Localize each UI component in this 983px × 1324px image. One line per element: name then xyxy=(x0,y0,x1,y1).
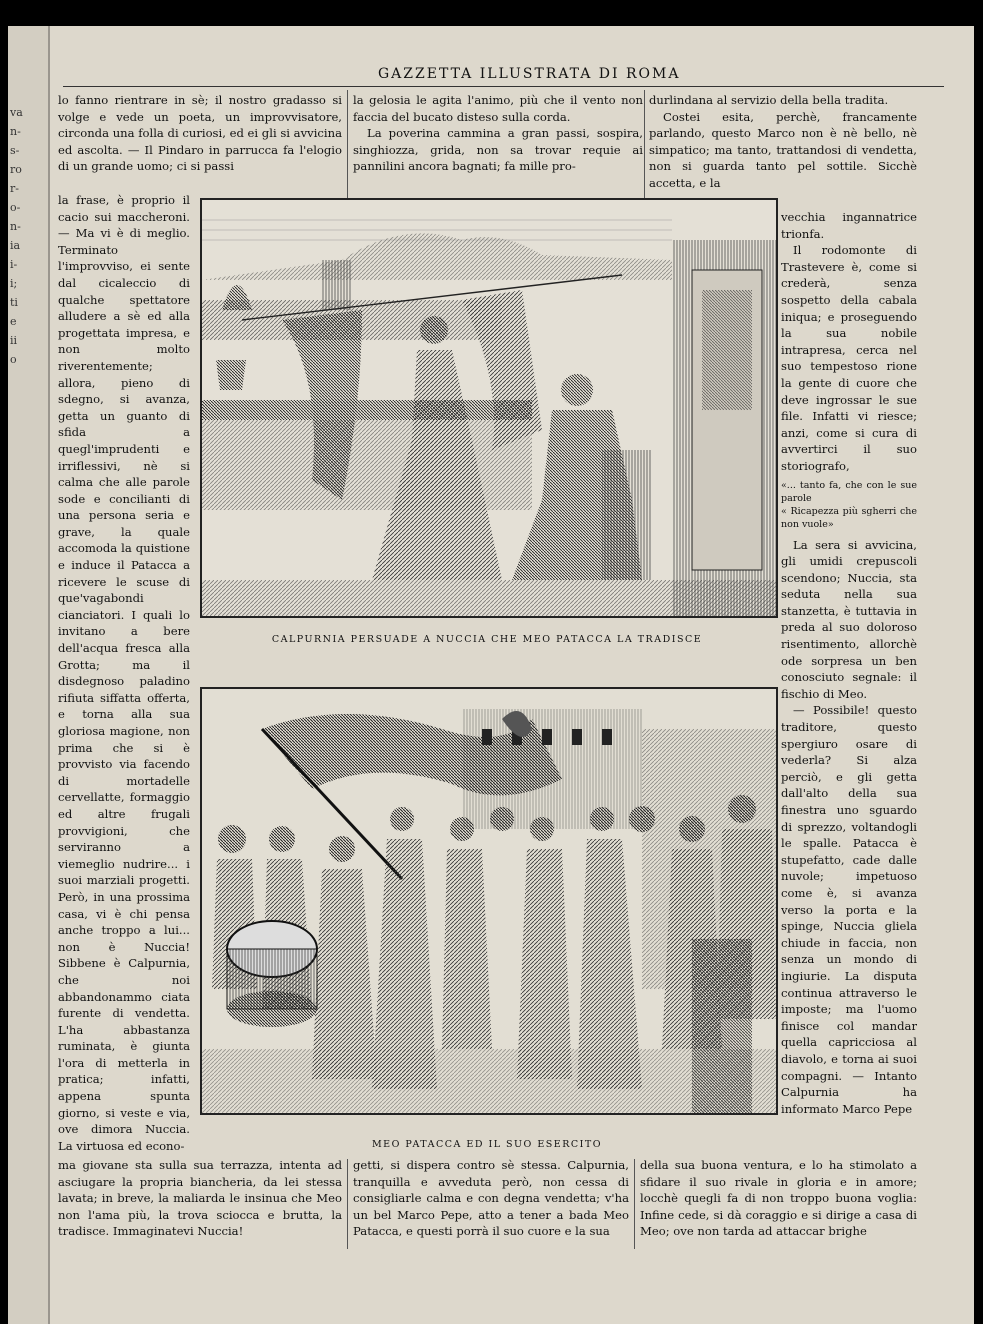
bottom-column-1: ma giovane sta sulla sua terrazza, intenta ad asciugare la propria biancheria, da lei stessa lavata; in breve, la maliarda le insinua che Meo non l'ama più, la trova sciocca e brutta, la tradisce. Immaginatevi Nuccia! xyxy=(58,1158,342,1239)
margin-fragment: s- xyxy=(10,144,20,157)
verse-quote-line-1: «... tanto fa, che con le sue parole xyxy=(781,479,917,504)
margin-fragment: va xyxy=(10,106,23,119)
illustration-caption-2: MEO PATACCA ED IL SUO ESERCITO xyxy=(371,1139,603,1150)
margin-fragment: n- xyxy=(10,220,21,233)
margin-fragment: i- xyxy=(10,258,18,271)
bottom-column-2: getti, si dispera contro sè stessa. Calpurnia, tranquilla e avveduta però, non cessa di consigliarle calma e con degna vendetta; v'ha un bel Marco Pepe, atto a tener a bada Meo Patacca, e questi porrà il suo cuore e la sua xyxy=(353,1158,629,1239)
header-rule xyxy=(63,86,944,87)
top-column-3: durlindana al servizio della bella tradita. Costei esita, perchè, francamente parlando, questo Marco non è nè bello, nè simpatico; ma tanto, trattandosi di vendetta, non si guarda tanto pel sottile. Sicchè accetta, e la xyxy=(649,93,917,190)
margin-fragment: r- xyxy=(10,182,19,195)
margin-fragment: ti xyxy=(10,296,18,309)
margin-fragment: ii xyxy=(10,334,18,347)
page-header: GAZZETTA ILLUSTRATA DI ROMA xyxy=(378,66,681,82)
illustration-calpurnia-nuccia xyxy=(200,198,778,618)
margin-fragment: ia xyxy=(10,239,21,252)
bottom-column-3: della sua buona ventura, e lo ha stimolato a sfidare il suo rivale in gloria e in amore; locchè quegli fa di non troppo buona voglia: Infine cede, si dà coraggio e si dirige a casa di Meo; ove non tarda ad attaccar brighe xyxy=(640,1158,917,1239)
top-column-1: lo fanno rientrare in sè; il nostro gradasso si volge e vede un poeta, un improvvisatore, circonda una folla di curiosi, ed ei gli si avvicina ed ascolta. — Il Pindaro in parrucca fa l'elogio di un grande uomo; ci si passi xyxy=(58,93,342,174)
margin-fragment: o xyxy=(10,353,17,366)
illustration-meo-patacca-army xyxy=(200,687,778,1115)
margin-fragment: n- xyxy=(10,125,21,138)
top-column-2: la gelosia le agita l'animo, più che il vento non faccia del bucato disteso sulla corda. La poverina cammina a gran passi, sospira, singhiozza, grida, non sa trovar requie ai pannilini ancora bagnati; fa mille pro- xyxy=(353,93,643,174)
margin-fragment: e xyxy=(10,315,17,328)
column-divider xyxy=(347,1159,348,1249)
margin-fragment: o- xyxy=(10,201,21,214)
verse-quote-line-2: « Ricapezza più sgherri che non vuole» xyxy=(781,505,917,530)
margin-fragment: i; xyxy=(10,277,18,290)
illustration-caption-1: CALPURNIA PERSUADE A NUCCIA CHE MEO PATACCA LA TRADISCE xyxy=(271,634,703,645)
margin-fragment: ro xyxy=(10,163,22,176)
narrow-left-column: la frase, è proprio il cacio sui maccheroni. — Ma vi è di meglio. Terminato l'improvviso, ei sente dal cicaleccio di qualche spettatore alludere a sè ed alla progettata impresa, e non molto riverentemente; allora, pieno di sdegno, si avanza, getta un guanto di sfida a quegl'imprudenti e irriflessivi, nè si calma che alle parole sode e concilianti di una persona seria e grave, la quale accomoda la quistione e induce il Patacca a ricevere le scuse di que'vagabondi cianciatori. I quali lo invitano a bere dell'acqua fresca alla Grotta; ma il disdegnoso paladino rifiuta siffatta offerta, e torna alla sua gloriosa magione, non prima che si è provvisto via facendo di mortadelle cervellatte, formaggio ed altre frugali provvigioni, che serviranno a viemeglio nudrire... i suoi marziali progetti. Però, in una prossima casa, vi è chi pensa anche troppo a lui... non è Nuccia! Sibbene è Calpurnia, che noi abbandonammo ciata furente di vendetta. L'ha abbastanza ruminata, è giunta l'ora di metterla in pratica; infatti, appena spunta giorno, si veste e via, ove dimora Nuccia. La virtuosa ed econo- xyxy=(58,193,190,1153)
narrow-right-column: vecchia ingannatrice trionfa. Il rodomonte di Trastevere è, come si crederà, senza sospetto della cabala iniqua; e proseguendo la sua nobile intrapresa, cerca nel suo tempestoso rione la gente di cuore che deve ingrossar le sue file. Infatti vi riesce; anzi, come si cura di avvertirci il suo storiografo, «... tanto fa, che con le sue parole « Ricapezza più sgherri che non vuole» La sera si avvicina, gli umidi crepuscoli scendono; Nuccia, sta seduta nella sua stanzetta, è tuttavia in preda al suo doloroso risentimento, allorchè ode sorpresa un ben conosciuto segnale: il fischio di Meo. — Possibile! questo traditore, questo spergiuro osare di vederla? Si alza perciò, e gli getta dall'alto della sua finestra uno sguardo di sprezzo, voltandogli le spalle. Patacca è stupefatto, cade dalle nuvole; impetuoso come è, si avanza verso la porta e la spinge, Nuccia gliela chiude in faccia, non senza un mondo di ingiurie. La disputa continua attraverso le imposte; ma l'uomo finisce col mandar quella capricciosa al diavolo, e torna ai suoi compagni. — Intanto Calpurnia ha informato Marco Pepe xyxy=(781,210,917,1116)
column-divider xyxy=(634,1159,635,1249)
previous-page-edge xyxy=(8,26,50,1324)
newspaper-page xyxy=(8,26,974,1324)
